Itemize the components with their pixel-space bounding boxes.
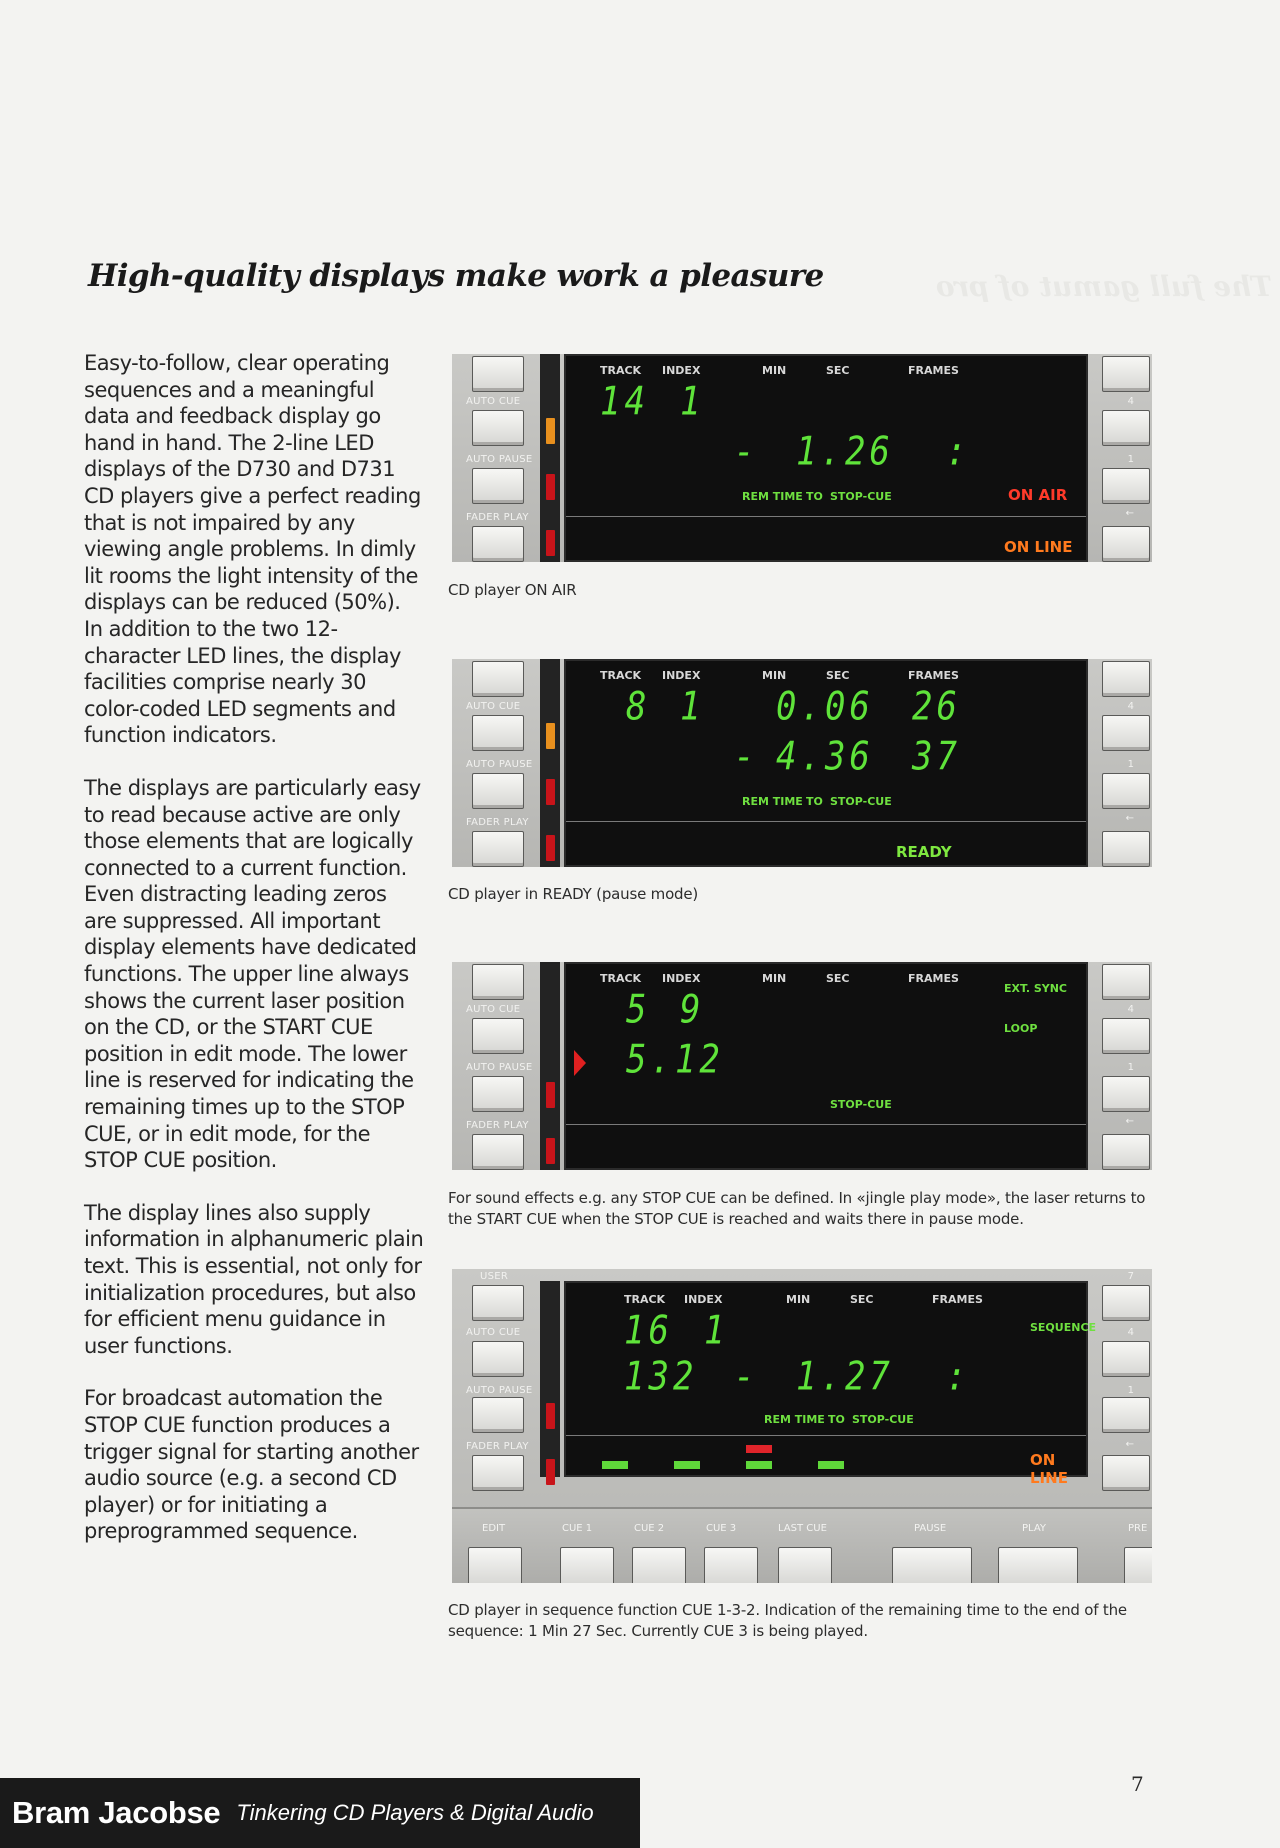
right-label-4: 4 xyxy=(1127,1004,1134,1015)
paragraph-3: The display lines also supply information in alphanumeric plain text. This is essential, not only for initialization procedures, but also for efficient menu guidance in user functions. xyxy=(84,1200,424,1358)
cue1-button[interactable] xyxy=(560,1547,614,1583)
track-value: 14 xyxy=(600,379,649,425)
led-screen xyxy=(564,962,1088,1170)
right-label-4: 4 xyxy=(1127,396,1134,407)
fader-play-led xyxy=(546,1459,555,1485)
right-label-arrow: ← xyxy=(1125,1116,1134,1127)
cue1-label: CUE 1 xyxy=(562,1523,593,1534)
right-button-4[interactable] xyxy=(1102,1341,1150,1377)
track-value: 8 xyxy=(626,684,651,730)
lower-dash: - xyxy=(734,1354,759,1400)
hdr-min: MIN xyxy=(786,1293,811,1306)
led-screen xyxy=(564,1281,1097,1487)
stop-cue-label: STOP-CUE xyxy=(852,1413,914,1426)
auto-pause-label: AUTO PAUSE xyxy=(466,1062,533,1073)
edit-cursor-icon xyxy=(574,1050,586,1076)
auto-cue-label: AUTO CUE xyxy=(466,396,521,407)
auto-pause-label: AUTO PAUSE xyxy=(466,1385,533,1396)
lower-value: 5.12 xyxy=(626,1037,724,1083)
pause-button[interactable] xyxy=(892,1547,972,1583)
fader-play-label: FADER PLAY xyxy=(466,512,529,523)
page-heading: High-quality displays make work a pleasure xyxy=(88,258,824,294)
lower-dash: - xyxy=(734,429,759,475)
lower-time: 1.27 xyxy=(796,1354,894,1400)
auto-pause-led xyxy=(546,474,555,500)
hdr-frames: FRAMES xyxy=(932,1293,983,1306)
cue3-button[interactable] xyxy=(704,1547,758,1583)
auto-cue-label: AUTO CUE xyxy=(466,1327,521,1338)
right-button-1[interactable] xyxy=(1102,468,1150,504)
auto-pause-led xyxy=(546,1082,555,1108)
lower-colon: : xyxy=(946,429,971,475)
cue2-label: CUE 2 xyxy=(634,1523,665,1534)
hdr-frames: FRAMES xyxy=(908,972,959,985)
right-button-1[interactable] xyxy=(1102,1397,1150,1433)
user-label: USER xyxy=(480,1271,509,1282)
led-screen xyxy=(564,354,1088,562)
stop-cue-label: STOP-CUE xyxy=(830,795,892,808)
on-line-indicator: ON LINE xyxy=(1030,1451,1068,1487)
right-label-arrow: ← xyxy=(1125,1439,1134,1450)
right-label-4: 4 xyxy=(1127,701,1134,712)
transport-bar xyxy=(452,1507,1152,1583)
on-air-indicator: ON AIR xyxy=(1008,486,1068,504)
hdr-track: TRACK xyxy=(600,972,642,985)
on-line-indicator: ON LINE xyxy=(1004,538,1073,556)
fader-play-button[interactable] xyxy=(472,1134,524,1170)
fader-play-label: FADER PLAY xyxy=(466,1120,529,1131)
index-value: 1 xyxy=(680,379,705,425)
user-button[interactable] xyxy=(472,1285,524,1321)
hdr-index: INDEX xyxy=(662,364,701,377)
right-button-back[interactable] xyxy=(1102,831,1150,867)
rem-time-label: REM TIME xyxy=(764,1413,825,1426)
edit-label: EDIT xyxy=(482,1523,506,1534)
right-button-4[interactable] xyxy=(1102,1018,1150,1054)
auto-pause-label: AUTO PAUSE xyxy=(466,454,533,465)
cue2-button[interactable] xyxy=(632,1547,686,1583)
caption-sequence: CD player in sequence function CUE 1-3-2. Indication of the remaining time to the end of the sequence: 1 Min 27 Sec. Currently CUE 3 is being played. xyxy=(448,1601,1127,1640)
right-button-7[interactable] xyxy=(1102,1285,1150,1321)
to-label: TO xyxy=(806,795,823,808)
right-button-4[interactable] xyxy=(1102,715,1150,751)
pause-label: PAUSE xyxy=(914,1523,947,1534)
index-value: 1 xyxy=(704,1308,729,1354)
ext-sync-indicator: EXT. SYNC xyxy=(1004,982,1068,995)
led-strip xyxy=(540,1281,560,1477)
display-panel-ready xyxy=(452,659,1152,867)
auto-cue-label: AUTO CUE xyxy=(466,701,521,712)
auto-cue-button[interactable] xyxy=(472,410,524,446)
edit-button[interactable] xyxy=(468,1547,522,1583)
auto-pause-led xyxy=(546,779,555,805)
display-panel-loop xyxy=(452,962,1152,1170)
caption-sound-effects: For sound effects e.g. any STOP CUE can be defined. In «jingle play mode», the laser returns to the START CUE when the STOP CUE is reached and waits there in pause mode. xyxy=(448,1189,1146,1228)
right-button-1[interactable] xyxy=(1102,773,1150,809)
lower-frames: 37 xyxy=(912,734,961,780)
auto-pause-label: AUTO PAUSE xyxy=(466,759,533,770)
right-button-4[interactable] xyxy=(1102,410,1150,446)
paragraph-2: The displays are particularly easy to read because active are only those elements that are logically connected to a current function. Even distracting leading zeros are suppressed. All important display elements have dedicated functions. The upper line always shows the current laser position on the CD, or the START CUE position in edit mode. The lower line is reserved for indicating the remaining times up to the STOP CUE, or in edit mode, for the STOP CUE position. xyxy=(84,775,421,1173)
fader-play-label: FADER PLAY xyxy=(466,817,529,828)
last-cue-label: LAST CUE xyxy=(778,1523,827,1534)
last-cue-segment xyxy=(818,1461,844,1469)
index-value: 1 xyxy=(680,684,705,730)
upper-frames: 26 xyxy=(912,684,961,730)
right-label-1: 1 xyxy=(1127,454,1134,465)
to-label: TO xyxy=(828,1413,845,1426)
right-label-7: 7 xyxy=(1127,1271,1134,1282)
display-panel-on-air xyxy=(452,354,1152,562)
hdr-sec: SEC xyxy=(826,669,850,682)
fader-play-button[interactable] xyxy=(472,526,524,562)
fader-play-button[interactable] xyxy=(472,1455,524,1491)
cue-1-segment xyxy=(602,1461,628,1469)
play-label: PLAY xyxy=(1022,1523,1047,1534)
loop-indicator: LOOP xyxy=(1004,1022,1038,1035)
hdr-index: INDEX xyxy=(662,972,701,985)
auto-pause-button[interactable] xyxy=(472,468,524,504)
lower-colon: : xyxy=(946,1354,971,1400)
cue-3-segment xyxy=(746,1461,772,1469)
right-button-top[interactable] xyxy=(1102,661,1150,697)
last-cue-button[interactable] xyxy=(778,1547,832,1583)
stop-cue-label: STOP-CUE xyxy=(830,490,892,503)
right-button-top[interactable] xyxy=(1102,964,1150,1000)
stop-cue-label: STOP-CUE xyxy=(830,1098,892,1111)
right-button-top[interactable] xyxy=(1102,356,1150,392)
body-text-column xyxy=(84,350,424,1571)
right-label-1: 1 xyxy=(1127,1385,1134,1396)
lower-time: 1.26 xyxy=(796,429,894,475)
auto-pause-led xyxy=(546,1403,555,1429)
pre-button[interactable] xyxy=(1124,1547,1152,1583)
ready-indicator: READY xyxy=(896,843,952,861)
rem-time-label: REM TIME xyxy=(742,795,803,808)
right-label-1: 1 xyxy=(1127,759,1134,770)
hdr-track: TRACK xyxy=(600,669,642,682)
page-number: 7 xyxy=(1131,1772,1144,1796)
right-label-4: 4 xyxy=(1127,1327,1134,1338)
auto-pause-button[interactable] xyxy=(472,1076,524,1112)
paragraph-4: For broadcast automation the STOP CUE function produces a trigger signal for starting another audio source (e.g. a second CD player) or for initiating a preprogrammed sequence. xyxy=(84,1386,419,1544)
watermark-banner xyxy=(0,1778,640,1848)
auto-pause-button[interactable] xyxy=(472,773,524,809)
lower-time: 4.36 xyxy=(776,734,874,780)
hdr-track: TRACK xyxy=(600,364,642,377)
auto-cue-led xyxy=(546,723,555,749)
pre-label: PRE xyxy=(1128,1523,1148,1534)
auto-cue-button[interactable] xyxy=(472,1341,524,1377)
auto-cue-label: AUTO CUE xyxy=(466,1004,521,1015)
cue-3-active-marker xyxy=(746,1445,772,1453)
hdr-sec: SEC xyxy=(826,972,850,985)
hdr-frames: FRAMES xyxy=(908,364,959,377)
watermark-tagline: Tinkering CD Players & Digital Audio xyxy=(236,1800,594,1825)
cue-2-segment xyxy=(674,1461,700,1469)
fader-play-led xyxy=(546,835,555,861)
hdr-track: TRACK xyxy=(624,1293,666,1306)
play-button[interactable] xyxy=(998,1547,1078,1583)
auto-cue-button[interactable] xyxy=(472,1018,524,1054)
hdr-index: INDEX xyxy=(662,669,701,682)
caption-ready: CD player in READY (pause mode) xyxy=(448,885,699,903)
bleed-through-text: The full gamut of pro xyxy=(935,270,1272,303)
index-value: 9 xyxy=(680,987,705,1033)
right-button-back[interactable] xyxy=(1102,1455,1150,1491)
right-button-1[interactable] xyxy=(1102,1076,1150,1112)
fader-play-led xyxy=(546,1138,555,1164)
fader-play-label: FADER PLAY xyxy=(466,1441,529,1452)
right-label-1: 1 xyxy=(1127,1062,1134,1073)
track-value: 16 xyxy=(624,1308,673,1354)
hdr-min: MIN xyxy=(762,364,787,377)
fader-play-button[interactable] xyxy=(472,831,524,867)
sequence-indicator: SEQUENCE xyxy=(1030,1321,1097,1334)
rem-time-label: REM TIME xyxy=(742,490,803,503)
track-value: 5 xyxy=(626,987,651,1033)
watermark-name: Bram Jacobse xyxy=(12,1795,221,1830)
lower-dash: - xyxy=(734,734,759,780)
auto-cue-button[interactable] xyxy=(472,715,524,751)
right-label-arrow: ← xyxy=(1125,813,1134,824)
to-label: TO xyxy=(806,490,823,503)
left-button-1[interactable] xyxy=(472,661,524,697)
right-button-back[interactable] xyxy=(1102,1134,1150,1170)
led-screen xyxy=(564,659,1088,867)
hdr-min: MIN xyxy=(762,972,787,985)
fader-play-led xyxy=(546,530,555,556)
hdr-frames: FRAMES xyxy=(908,669,959,682)
left-button-1[interactable] xyxy=(472,964,524,1000)
auto-cue-led xyxy=(546,418,555,444)
auto-pause-button[interactable] xyxy=(472,1397,524,1433)
hdr-sec: SEC xyxy=(826,364,850,377)
display-panel-sequence xyxy=(452,1269,1152,1583)
right-button-back[interactable] xyxy=(1102,526,1150,562)
left-button-1[interactable] xyxy=(472,356,524,392)
right-label-arrow: ← xyxy=(1125,508,1134,519)
paragraph-1: Easy-to-follow, clear operating sequences and a meaningful data and feedback display go hand in hand. The 2-line LED displays of the D730 and D731 CD players give a perfect reading that is not impaired by any viewing angle problems. In dimly lit rooms the light intensity of the displays can be reduced (50%). In addition to the two 12-character LED lines, the display facilities comprise nearly 30 color-coded LED segments and function indicators. xyxy=(84,351,421,748)
cue3-label: CUE 3 xyxy=(706,1523,737,1534)
caption-on-air: CD player ON AIR xyxy=(448,581,577,599)
upper-time: 0.06 xyxy=(776,684,874,730)
lower-prefix: 132 xyxy=(624,1354,698,1400)
hdr-min: MIN xyxy=(762,669,787,682)
hdr-index: INDEX xyxy=(684,1293,723,1306)
hdr-sec: SEC xyxy=(850,1293,874,1306)
